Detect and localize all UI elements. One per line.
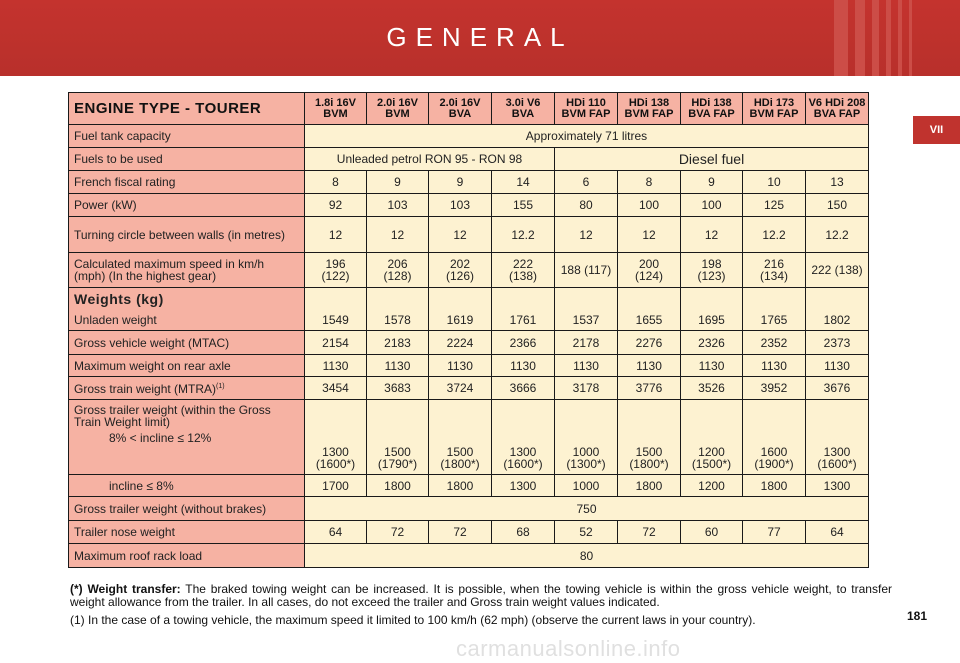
watermark: carmanualsonline.info: [456, 636, 681, 661]
table-cell: 1765: [743, 288, 806, 331]
table-cell: 1700: [305, 475, 367, 497]
table-cell: 6: [555, 171, 618, 194]
row-label: French fiscal rating: [69, 171, 305, 194]
engine-col-header: 1.8i 16V BVM: [305, 93, 367, 125]
table-cell: 1500 (1790*): [367, 400, 429, 475]
table-cell: 2154: [305, 331, 367, 355]
table-cell: 750: [305, 497, 869, 521]
table-cell: Unleaded petrol RON 95 - RON 98: [305, 148, 555, 171]
row-label: Unladen weight: [69, 310, 305, 331]
table-cell: 1500 (1800*): [618, 400, 681, 475]
table-cell: 1130: [367, 355, 429, 377]
weight-transfer-note: (*) Weight transfer: The braked towing weight can be increased. It is possible, when the towing vehicle is within the gross vehicle weight, to transfer weight allowance from the trailer. In all cases, do not exceed the trailer and Gross train weight values indicated.: [70, 582, 892, 609]
table-cell: 68: [492, 521, 555, 544]
table-row: [69, 521, 869, 544]
table-cell: 12.2: [492, 217, 555, 253]
table-cell: 2373: [806, 331, 869, 355]
table-cell: 1761: [492, 288, 555, 331]
table-cell: 14: [492, 171, 555, 194]
table-row: [69, 217, 869, 253]
header-decoration: [909, 0, 912, 76]
table-row: [69, 475, 869, 497]
table-cell: 1300: [492, 475, 555, 497]
row-label: Maximum weight on rear axle: [69, 355, 305, 377]
header-decoration: [834, 0, 848, 76]
table-cell: 202 (126): [429, 253, 492, 288]
table-cell: 1578: [367, 288, 429, 331]
table-row: [69, 148, 869, 171]
table-row: [69, 253, 869, 288]
weights-heading: Weights (kg): [69, 288, 305, 310]
table-cell: 1200: [681, 475, 743, 497]
engine-col-header: V6 HDi 208 BVA FAP: [806, 93, 869, 125]
table-cell: 13: [806, 171, 869, 194]
table-row: [69, 171, 869, 194]
table-cell: 206 (128): [367, 253, 429, 288]
table-cell: 3526: [681, 377, 743, 400]
table-cell: 1300 (1600*): [492, 400, 555, 475]
table-cell: 12.2: [743, 217, 806, 253]
table-cell: 12: [305, 217, 367, 253]
specs-table: [68, 92, 869, 568]
table-row: [69, 400, 869, 430]
table-cell: 1802: [806, 288, 869, 331]
table-cell: 216 (134): [743, 253, 806, 288]
page-title: GENERAL: [386, 22, 574, 52]
table-cell: 3776: [618, 377, 681, 400]
page-number: 181: [907, 609, 928, 623]
table-row: [69, 125, 869, 148]
table-cell: 92: [305, 194, 367, 217]
table-cell: 2224: [429, 331, 492, 355]
table-cell: 12: [681, 217, 743, 253]
table-cell: 64: [806, 521, 869, 544]
table-cell: 1800: [618, 475, 681, 497]
header-decoration: [855, 0, 865, 76]
engine-header-row: [69, 93, 869, 125]
table-cell: 12: [367, 217, 429, 253]
row-label: Gross trailer weight (without brakes): [69, 497, 305, 521]
table-cell: 222 (138): [492, 253, 555, 288]
table-cell: 80: [555, 194, 618, 217]
row-label: Fuels to be used: [69, 148, 305, 171]
table-cell: 3178: [555, 377, 618, 400]
engine-col-header: HDi 138 BVA FAP: [681, 93, 743, 125]
table-cell: 9: [681, 171, 743, 194]
header-decoration: [898, 0, 902, 76]
engine-col-header: 3.0i V6 BVA: [492, 93, 555, 125]
table-cell: 12: [555, 217, 618, 253]
table-cell: 103: [429, 194, 492, 217]
row-label: Power (kW): [69, 194, 305, 217]
table-cell: 1300 (1600*): [806, 400, 869, 475]
engine-type-header: ENGINE TYPE - TOURER: [69, 93, 305, 125]
table-cell: 1200 (1500*): [681, 400, 743, 475]
table-cell: 72: [618, 521, 681, 544]
table-cell: 3454: [305, 377, 367, 400]
table-cell: 72: [429, 521, 492, 544]
table-row: [69, 377, 869, 400]
table-cell: 1800: [743, 475, 806, 497]
table-cell: 2326: [681, 331, 743, 355]
table-row: [69, 544, 869, 568]
table-cell: Approximately 71 litres: [305, 125, 869, 148]
engine-col-header: 2.0i 16V BVA: [429, 93, 492, 125]
row-label: Gross train weight (MTRA)$^{(1)}$: [69, 377, 305, 400]
table-cell: 64: [305, 521, 367, 544]
row-label: Gross vehicle weight (MTAC): [69, 331, 305, 355]
row-label: Calculated maximum speed in km/h (mph) (In the highest gear): [69, 253, 305, 288]
table-cell: 9: [367, 171, 429, 194]
table-cell: 198 (123): [681, 253, 743, 288]
table-cell: 10: [743, 171, 806, 194]
table-cell: 200 (124): [618, 253, 681, 288]
header-decoration: [872, 0, 879, 76]
table-cell: 1000 (1300*): [555, 400, 618, 475]
engine-col-header: HDi 173 BVM FAP: [743, 93, 806, 125]
table-cell: 1300: [806, 475, 869, 497]
row-label: incline ≤ 8%: [69, 475, 305, 497]
table-cell: 1619: [429, 288, 492, 331]
footnotes: [70, 583, 892, 632]
table-row: [69, 288, 869, 310]
table-cell: 155: [492, 194, 555, 217]
table-cell: 196 (122): [305, 253, 367, 288]
table-cell: 188 (117): [555, 253, 618, 288]
page-header: [0, 0, 960, 76]
table-cell: 2276: [618, 331, 681, 355]
table-cell: 77: [743, 521, 806, 544]
table-row: [69, 331, 869, 355]
table-cell: 1130: [806, 355, 869, 377]
table-cell: 1800: [429, 475, 492, 497]
table-cell: 52: [555, 521, 618, 544]
table-row: [69, 355, 869, 377]
row-label: Maximum roof rack load: [69, 544, 305, 568]
table-cell: 100: [681, 194, 743, 217]
table-cell: 1130: [492, 355, 555, 377]
table-cell: 222 (138): [806, 253, 869, 288]
engine-col-header: 2.0i 16V BVM: [367, 93, 429, 125]
table-cell: 3952: [743, 377, 806, 400]
table-cell: 1130: [305, 355, 367, 377]
table-cell: 8: [618, 171, 681, 194]
header-decoration: [886, 0, 891, 76]
table-cell: 1130: [743, 355, 806, 377]
table-cell: 1695: [681, 288, 743, 331]
table-cell: 1800: [367, 475, 429, 497]
table-cell: 3683: [367, 377, 429, 400]
table-cell: 12: [429, 217, 492, 253]
table-cell: 2366: [492, 331, 555, 355]
table-cell: 1549: [305, 288, 367, 331]
table-cell: 1130: [429, 355, 492, 377]
table-cell: 72: [367, 521, 429, 544]
table-cell: 8: [305, 171, 367, 194]
section-tab[interactable]: VII: [913, 116, 960, 144]
table-cell: 1537: [555, 288, 618, 331]
table-cell: 150: [806, 194, 869, 217]
table-cell: Diesel fuel: [555, 148, 869, 171]
table-cell: 12.2: [806, 217, 869, 253]
table-cell: 1130: [618, 355, 681, 377]
table-cell: 9: [429, 171, 492, 194]
table-cell: 60: [681, 521, 743, 544]
table-cell: 1300 (1600*): [305, 400, 367, 475]
row-label: Turning circle between walls (in metres): [69, 217, 305, 253]
row-label: Fuel tank capacity: [69, 125, 305, 148]
table-row: [69, 194, 869, 217]
engine-col-header: HDi 110 BVM FAP: [555, 93, 618, 125]
table-row: [69, 497, 869, 521]
table-cell: 3666: [492, 377, 555, 400]
table-cell: 1600 (1900*): [743, 400, 806, 475]
table-cell: 100: [618, 194, 681, 217]
table-cell: 1500 (1800*): [429, 400, 492, 475]
table-cell: 3676: [806, 377, 869, 400]
table-cell: 125: [743, 194, 806, 217]
row-label: Gross trailer weight (within the Gross Train Weight limit): [69, 400, 305, 430]
table-cell: 103: [367, 194, 429, 217]
table-cell: 3724: [429, 377, 492, 400]
table-cell: 80: [305, 544, 869, 568]
table-cell: 2183: [367, 331, 429, 355]
table-cell: 2178: [555, 331, 618, 355]
table-cell: 12: [618, 217, 681, 253]
table-cell: 1000: [555, 475, 618, 497]
table-cell: 1655: [618, 288, 681, 331]
table-cell: 1130: [555, 355, 618, 377]
row-label: 8% < incline ≤ 12%: [69, 430, 305, 475]
speed-limit-note: (1) In the case of a towing vehicle, the maximum speed it limited to 100 km/h (62 mph) (observe the current laws in your country).: [70, 613, 756, 627]
engine-col-header: HDi 138 BVM FAP: [618, 93, 681, 125]
row-label: Trailer nose weight: [69, 521, 305, 544]
table-cell: 1130: [681, 355, 743, 377]
table-cell: 2352: [743, 331, 806, 355]
